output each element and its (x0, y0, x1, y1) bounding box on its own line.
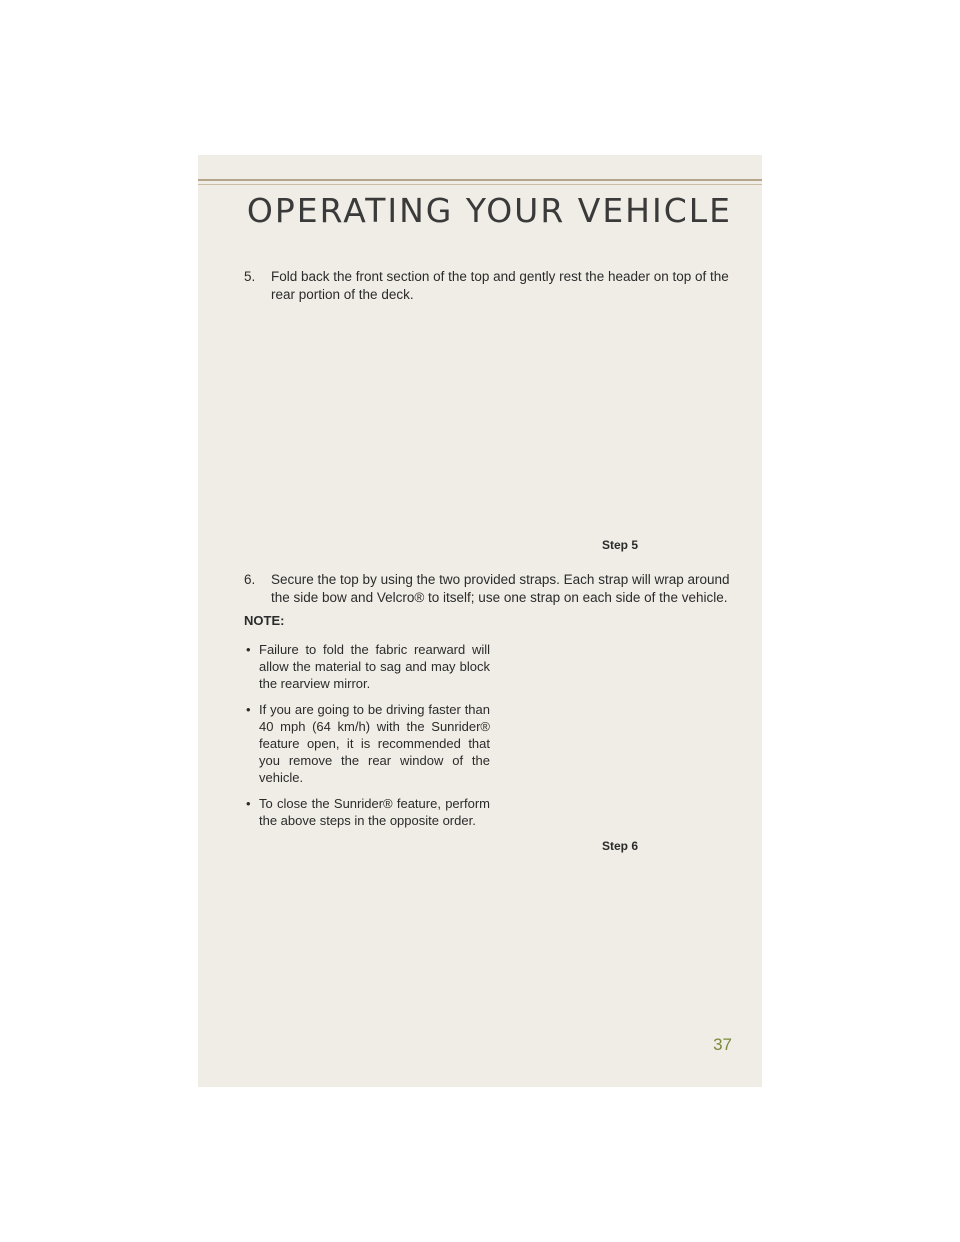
bullet-icon: • (246, 642, 251, 657)
step-5 (244, 268, 740, 304)
step-number: 5. (244, 269, 256, 284)
note-item-text: Failure to fold the fabric rearward will allow the material to sag and may block the rearview mirror. (259, 642, 490, 691)
page-number: 37 (713, 1035, 732, 1054)
step-6 (244, 571, 740, 607)
step-6-illustration (498, 635, 740, 840)
step-5-illustration (244, 315, 740, 535)
note-list (244, 641, 490, 838)
note-item (244, 701, 490, 786)
figure-caption-step-5: Step 5 (602, 538, 639, 552)
manual-page (198, 155, 762, 1087)
note-item (244, 641, 490, 692)
note-item-text: If you are going to be driving faster than 40 mph (64 km/h) with the Sunrider® feature open, it is recommended that you remove the rear window of the vehicle. (259, 702, 490, 785)
note-label: NOTE: (244, 613, 285, 628)
step-number: 6. (244, 572, 256, 587)
header-rule (198, 179, 762, 181)
figure-caption-step-6: Step 6 (602, 839, 639, 853)
step-text: Secure the top by using the two provided straps. Each strap will wrap around the side bow and Velcro® to itself; use one strap on each side of the vehicle. (271, 572, 730, 605)
header-rule-thin (198, 184, 762, 185)
note-item (244, 795, 490, 829)
bullet-icon: • (246, 702, 251, 717)
step-text: Fold back the front section of the top and gently rest the header on top of the rear portion of the deck. (271, 269, 729, 302)
section-title: OPERATING YOUR VEHICLE (246, 191, 732, 230)
bullet-icon: • (246, 796, 251, 811)
note-item-text: To close the Sunrider® feature, perform the above steps in the opposite order. (259, 796, 490, 828)
